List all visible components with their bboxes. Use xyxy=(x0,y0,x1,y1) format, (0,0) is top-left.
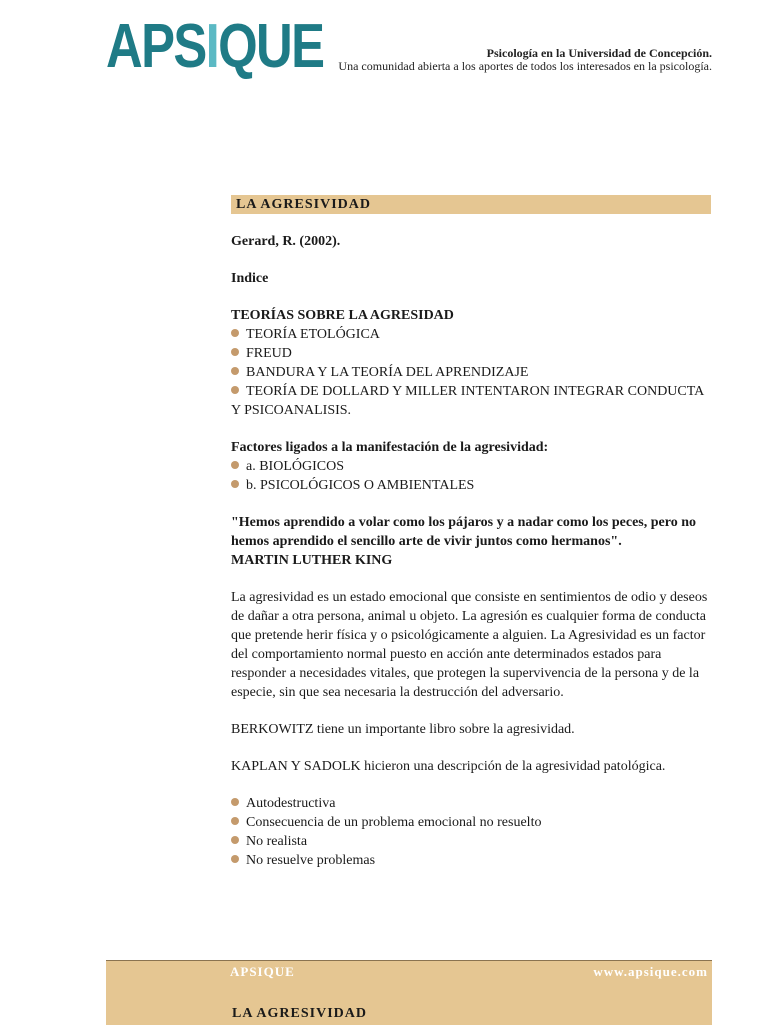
document-body xyxy=(231,232,716,870)
theories-list xyxy=(231,325,716,420)
list-item: Consecuencia de un problema emocional no resuelto xyxy=(231,813,716,832)
bullet-icon xyxy=(231,817,239,825)
theories-heading: TEORÍAS SOBRE LA AGRESIDAD xyxy=(231,308,454,323)
pathological-list xyxy=(231,794,716,870)
quote-text: "Hemos aprendido a volar como los pájaros y a nadar como los peces, pero no hemos aprendido el sencillo arte de vivir juntos como hermanos". xyxy=(231,515,696,549)
list-item: TEORÍA ETOLÓGICA xyxy=(231,325,716,344)
factors-heading: Factores ligados a la manifestación de la agresividad: xyxy=(231,440,549,455)
bullet-icon xyxy=(231,367,239,375)
section-title-bar: LA AGRESIVIDAD xyxy=(231,195,711,214)
factors-list xyxy=(231,457,716,495)
list-item: Autodestructiva xyxy=(231,794,716,813)
bullet-icon xyxy=(231,798,239,806)
bullet-icon xyxy=(231,348,239,356)
bullet-icon xyxy=(231,480,239,488)
bullet-icon xyxy=(231,855,239,863)
footer-divider xyxy=(712,993,713,1025)
list-item: No resuelve problemas xyxy=(231,851,716,870)
bullet-icon xyxy=(231,836,239,844)
footer-section-title: LA AGRESIVIDAD xyxy=(232,1006,367,1021)
tagline-university: Psicología en la Universidad de Concepción. xyxy=(486,46,712,60)
tagline-community: Una comunidad abierta a los aportes de todos los interesados en la psicología. xyxy=(338,59,712,73)
bullet-icon xyxy=(231,386,239,394)
paragraph-kaplan: KAPLAN Y SADOLK hicieron una descripción de la agresividad patológica. xyxy=(231,759,666,774)
bullet-icon xyxy=(231,461,239,469)
footer-bar xyxy=(106,960,712,1025)
list-item: BANDURA Y LA TEORÍA DEL APRENDIZAJE xyxy=(231,363,716,382)
footer-website-link[interactable]: www.apsique.com xyxy=(593,964,708,979)
paragraph-berkowitz: BERKOWITZ tiene un importante libro sobre la agresividad. xyxy=(231,722,575,737)
citation: Gerard, R. (2002). xyxy=(231,234,341,249)
header-tagline xyxy=(338,47,712,73)
list-item: b. PSICOLÓGICOS O AMBIENTALES xyxy=(231,476,716,495)
list-item: TEORÍA DE DOLLARD Y MILLER INTENTARON INTEGRAR CONDUCTA Y PSICOANALISIS. xyxy=(231,384,704,418)
list-item: FREUD xyxy=(231,344,716,363)
list-item: a. BIOLÓGICOS xyxy=(231,457,716,476)
paragraph-definition: La agresividad es un estado emocional que consiste en sentimientos de odio y deseos de dañar a otra persona, animal u objeto. La agresión es cualquier forma de conducta que pretende herir física y o psicológicamente a alguien. La Agresividad es un factor del comportamiento normal puesto en acción ante determinados estados para responder a necesidades vitales, que protegen la supervivencia de la persona y de la especie, sin que sea necesaria la destrucción del adversario. xyxy=(231,590,708,700)
list-item: No realista xyxy=(231,832,716,851)
footer-brand: APSIQUE xyxy=(230,964,295,979)
apsique-logo: APSIQUE xyxy=(106,12,324,81)
index-label: Indice xyxy=(231,271,269,286)
quote-author: MARTIN LUTHER KING xyxy=(231,553,393,568)
bullet-icon xyxy=(231,329,239,337)
